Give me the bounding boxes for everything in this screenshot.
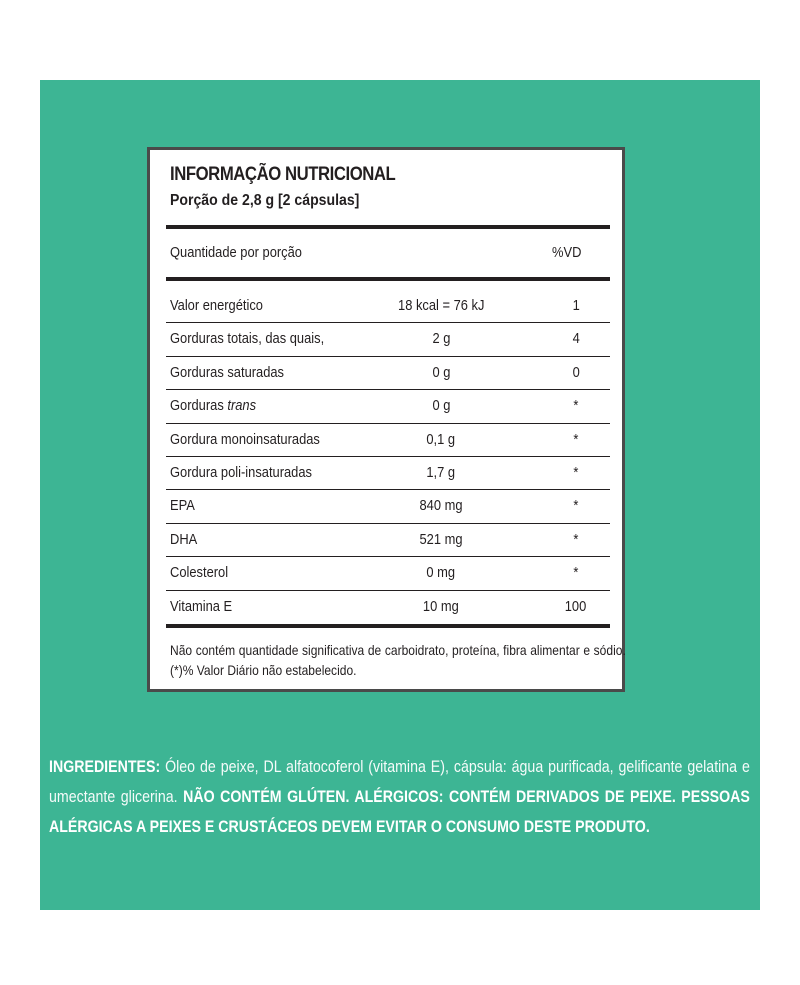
nutrition-facts-table [147, 147, 625, 692]
nutrient-amount: 0,1 g [426, 430, 456, 448]
nutrient-vd: * [573, 564, 579, 582]
nutrient-name: Gordura poli-insaturadas [170, 463, 312, 481]
nutrient-amount: 18 kcal = 76 kJ [397, 297, 485, 314]
nutrient-vd: * [573, 497, 579, 515]
nutrient-amount: 840 mg [419, 497, 463, 515]
nutrient-amount: 521 mg [419, 530, 463, 548]
nutrient-name: EPA [170, 497, 195, 515]
nutrient-name: DHA [170, 530, 198, 548]
allergen-warning: NÃO CONTÉM GLÚTEN. ALÉRGICOS: CONTÉM DERIVADOS DE PEIXE. PESSOAS ALÉRGICAS A PEIXES E CRUSTÁCEOS DEVEM EVITAR O CONSUMO DESTE PRODUTO. [49, 788, 750, 836]
table-row [166, 357, 610, 390]
nutrient-vd: * [573, 463, 579, 481]
nutrient-vd: 0 [572, 363, 580, 381]
nutrient-name-italic: trans [227, 397, 257, 415]
table-row [166, 424, 610, 457]
divider-thick [166, 277, 610, 281]
ingredients-label: INGREDIENTES: [49, 758, 161, 776]
nutrient-amount: 2 g [432, 330, 450, 348]
table-row [166, 591, 610, 624]
table-row [166, 290, 610, 323]
table-row [166, 390, 610, 423]
table-row [166, 457, 610, 490]
nutrition-footnote: Não contém quantidade significativa de carboidrato, proteína, fibra alimentar e sódio. (*)% Valor Diário não estabelecido. [170, 642, 626, 678]
nutrient-name: Gordura monoinsaturadas [170, 430, 320, 448]
quantity-header: Quantidade por porção [170, 244, 302, 261]
nutrient-amount: 0 g [432, 363, 450, 381]
portion-size: Porção de 2,8 g [2 cápsulas] [170, 192, 360, 209]
nutrient-name: Colesterol [170, 564, 229, 582]
nutrient-vd: * [573, 430, 579, 448]
nutrient-amount: 1,7 g [426, 463, 456, 481]
nutrient-name-prefix: Gorduras [170, 397, 228, 415]
nutrient-amount: 0 mg [426, 564, 456, 582]
nutrient-vd: 100 [565, 597, 587, 615]
nutrient-vd: * [573, 397, 579, 415]
nutrient-vd: 1 [572, 297, 580, 314]
table-header-row [170, 244, 606, 268]
nutrient-name: Gorduras saturadas [170, 363, 285, 381]
divider-thick [166, 624, 610, 628]
nutrient-vd: 4 [572, 330, 580, 348]
ingredients-list: Óleo de peixe, DL alfatocoferol (vitamina E), cápsula: água purificada, gelificante gelatina e umectante glicerina. [49, 758, 750, 806]
nutrient-name: Vitamina E [170, 597, 233, 615]
nutrient-name: Valor energético [170, 297, 263, 314]
table-row [166, 323, 610, 356]
vd-header: %VD [552, 244, 582, 261]
nutrient-vd: * [573, 530, 579, 548]
table-row [166, 557, 610, 590]
table-row [166, 490, 610, 523]
nutrient-name [170, 397, 256, 414]
table-row [166, 524, 610, 557]
nutrient-name: Gorduras totais, das quais, [170, 330, 325, 348]
nutrient-rows [166, 290, 610, 624]
divider-thick [166, 225, 610, 229]
nutrient-amount: 10 mg [423, 597, 459, 615]
nutrition-title: INFORMAÇÃO NUTRICIONAL [170, 164, 396, 185]
nutrient-amount: 0 g [432, 397, 450, 415]
label-panel [40, 80, 760, 910]
ingredients-text [49, 752, 750, 842]
